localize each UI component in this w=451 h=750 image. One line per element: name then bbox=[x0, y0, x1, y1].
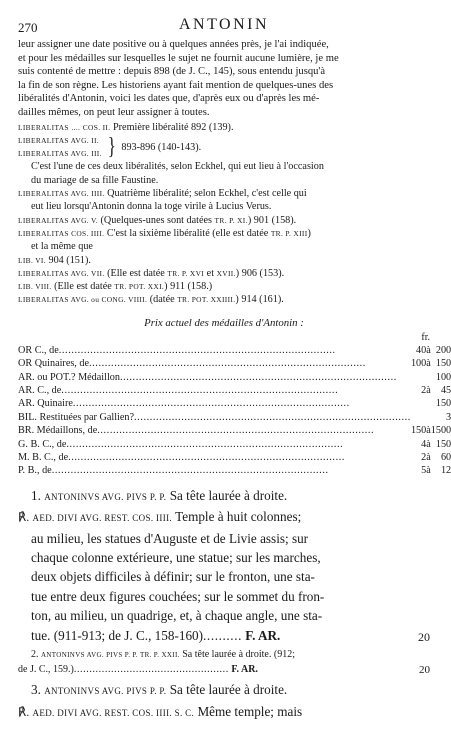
liberalitas-entry: LIBERALITAS AVG. VII. (Elle est datée TR. P. XVI et XVII.) 906 (153). bbox=[18, 267, 285, 279]
intro-paragraph bbox=[18, 38, 430, 120]
price-row bbox=[18, 384, 451, 397]
dot-leader: ........................................................................................ bbox=[51, 465, 329, 477]
dot-leader: ........................................................................................ bbox=[68, 451, 346, 463]
currency-label: fr. bbox=[421, 331, 430, 343]
price: 20 bbox=[419, 663, 430, 676]
text-line: libéralités d'Antonin, voici les dates que, d'après eux ou d'après les mé- bbox=[18, 93, 320, 105]
price-row-label bbox=[18, 384, 411, 397]
price-table bbox=[18, 344, 451, 478]
price-row-label bbox=[18, 424, 411, 437]
price-range-word: à bbox=[426, 425, 431, 437]
liberalitas-entry-braced: LIBERALITAS AVG. II. LIBERALITAS AVG. III. } 893-896 (140-143). bbox=[18, 134, 202, 161]
price-row bbox=[18, 438, 451, 451]
price-row-text: OR Quinaires, de bbox=[18, 358, 90, 370]
reverse-line: deux objets difficiles à définir; sur le fronton, une sta- bbox=[31, 569, 315, 585]
liberalitas-entry: LIBERALITAS COS. IIII. C'est la sixième libéralité (elle est datée TR. P. XIII) bbox=[18, 227, 311, 239]
running-title: ANTONIN bbox=[178, 16, 270, 33]
price-row-label bbox=[18, 397, 411, 410]
text-line: du mariage de sa fille Faustine. bbox=[31, 174, 159, 186]
price-row bbox=[18, 411, 451, 424]
price-high: 100 bbox=[435, 371, 451, 383]
page-header bbox=[18, 6, 430, 38]
price-high: 1500 bbox=[430, 425, 451, 437]
price-low bbox=[411, 397, 426, 410]
price-row-text: P. B., de bbox=[18, 465, 52, 477]
price-high: 12 bbox=[440, 465, 451, 477]
price-row-text: OR C., de bbox=[18, 344, 59, 356]
price-row bbox=[18, 357, 451, 370]
text-line: la fin de son règne. Les historiens ayant fait mention de quelques-unes des bbox=[18, 79, 334, 91]
price: 20 bbox=[418, 629, 430, 644]
price-low bbox=[411, 411, 426, 424]
reverse-line: chaque colonne extérieure, une statue; sur les marches, bbox=[31, 550, 321, 565]
price-row-text: BIL. Restituées par Gallien? bbox=[18, 411, 134, 423]
entry-line-final: de J. C., 159.).................................................. F. AR. 20 bbox=[18, 663, 430, 676]
liberalitas-entry: LIB. VI. 904 (151). bbox=[18, 254, 91, 266]
obverse-line: 1. ANTONINVS AVG. PIVS P. P. Sa tête laurée à droite. bbox=[31, 487, 288, 503]
price-row bbox=[18, 397, 451, 410]
coin-entry-1 bbox=[18, 486, 430, 645]
reverse-line: tue entre deux figures couchées; sur le sommet du fron- bbox=[31, 588, 325, 604]
price-high: 60 bbox=[440, 451, 451, 463]
dot-leader: ........................................................................................ bbox=[66, 438, 344, 450]
liberalitas-entry: LIBERALITAS AVG. ou CONG. VIIII. (datée TR. POT. XXIIII.) 914 (161). bbox=[18, 294, 284, 306]
price-range-word: à bbox=[426, 344, 431, 356]
reverse-line-final: tue. (911-913; de J. C., 158-160).......... F. AR. 20 bbox=[18, 626, 430, 645]
text-line: et pour les médailles sur lesquelles le sujet ne fournit aucune lumière, je me bbox=[18, 52, 339, 64]
coin-entry-3 bbox=[18, 680, 430, 723]
price-low: 150 bbox=[410, 425, 427, 437]
price-range-word: à bbox=[426, 384, 431, 396]
dot-leader: ........................................................................................ bbox=[58, 344, 336, 356]
page bbox=[18, 6, 451, 723]
price-low: 5 bbox=[421, 465, 427, 477]
price-row-label bbox=[18, 357, 411, 370]
liberalitas-entry: LIBERALITAS AVG. IIII. Quatrième libéralité; selon Eckhel, c'est celle qui bbox=[18, 188, 307, 200]
price-low bbox=[411, 371, 426, 384]
price-row-label bbox=[18, 464, 411, 477]
page-number: 270 bbox=[18, 20, 38, 35]
price-row-label bbox=[18, 371, 411, 384]
price-row-text: AR. Quinaire bbox=[18, 398, 73, 410]
reverse-line: ton, au milieu, un quadrige, et, à chaque angle, une sta- bbox=[31, 608, 323, 624]
dot-leader: ........................................................................................ bbox=[97, 425, 375, 437]
price-low: 4 bbox=[421, 438, 427, 450]
price-high: 150 bbox=[435, 438, 451, 450]
price-high: 3 bbox=[446, 411, 451, 423]
price-low: 40 bbox=[416, 344, 427, 356]
price-row bbox=[18, 344, 451, 357]
dot-leader: ........................................................................................ bbox=[89, 358, 366, 370]
price-row-text: BR. Médaillons, de bbox=[18, 425, 98, 437]
obverse-line: 3. ANTONINVS AVG. PIVS P. P. Sa tête laurée à droite. bbox=[31, 682, 288, 698]
dot-leader: ........................................................................................ bbox=[119, 371, 397, 383]
price-range-word: à bbox=[426, 438, 431, 450]
price-low: 100 bbox=[410, 358, 427, 370]
liberalitas-entry: LIBERALITAS .... COS. II. Première libéralité 892 (139). bbox=[18, 121, 234, 133]
price-high: 45 bbox=[440, 384, 451, 396]
price-high: 200 bbox=[435, 344, 451, 356]
reverse-line: ℟. AED. DIVI AVG. REST. COS. IIII. S. C. Même temple; mais bbox=[18, 703, 303, 719]
text-line: eut lieu lorsqu'Antonin donna la toge virile à Lucius Verus. bbox=[31, 201, 272, 213]
price-row bbox=[18, 424, 451, 437]
price-row-label bbox=[18, 438, 411, 451]
price-row-text: AR. ou POT.? Médaillon bbox=[18, 371, 120, 383]
price-low: 2 bbox=[421, 384, 427, 396]
liberalitas-list bbox=[18, 121, 430, 307]
price-high: 150 bbox=[435, 358, 451, 370]
text-line: leur assigner une date positive ou à quelques années près, je l'ai indiquée, bbox=[18, 39, 329, 50]
price-row bbox=[18, 464, 451, 477]
grade-mark: F. AR. bbox=[231, 663, 258, 675]
price-high: 150 bbox=[435, 398, 451, 410]
price-range-word: à bbox=[426, 358, 431, 370]
price-row-label bbox=[18, 451, 411, 464]
price-row-label bbox=[18, 411, 411, 424]
price-range-word: à bbox=[426, 451, 431, 463]
text-line: C'est l'une de ces deux libéralités, selon Eckhel, qui eut lieu à l'occasion bbox=[31, 161, 324, 173]
liberalitas-entry: LIB. VIII. (Elle est datée TR. POT. XXI.) 911 (158.) bbox=[18, 281, 213, 293]
dot-leader: ........................................................................................ bbox=[72, 398, 350, 410]
liberalitas-entry: LIBERALITAS AVG. V. (Quelques-unes sont datées TR. P. XI.) 901 (158). bbox=[18, 214, 297, 226]
price-row bbox=[18, 451, 451, 464]
price-section-title: Prix actuel des médailles d'Antonin : bbox=[144, 316, 304, 329]
price-range-word: à bbox=[426, 465, 431, 477]
price-low: 2 bbox=[421, 451, 427, 463]
grade-mark: F. AR. bbox=[245, 627, 281, 643]
text-line: suis contenté de mettre : depuis 898 (de J. C., 145), sous entendu jusqu'à bbox=[18, 66, 326, 78]
price-row-label bbox=[18, 344, 411, 357]
price-row-text: M. B. C., de bbox=[18, 451, 69, 463]
coin-entry-2 bbox=[18, 649, 430, 676]
text-line: et la même que bbox=[31, 241, 93, 253]
price-row bbox=[18, 371, 451, 384]
entry-line: 2. ANTONINVS AVG. PIVS P. P. TR. P. XXII. Sa tête laurée à droite. (912; bbox=[31, 649, 295, 661]
price-row-text: AR. C., de bbox=[18, 384, 62, 396]
dot-leader: ........................................................................................ bbox=[61, 384, 339, 396]
brace-glyph: } bbox=[107, 134, 116, 161]
price-row-text: G. B. C., de bbox=[18, 438, 67, 450]
reverse-line: ℟. AED. DIVI AVG. REST. COS. IIII. Temple à huit colonnes; bbox=[18, 509, 302, 525]
reverse-line: au milieu, les statues d'Auguste et de Livie assis; sur bbox=[31, 530, 309, 546]
text-line: dailles mêmes, on peut leur assigner à toutes. bbox=[18, 106, 210, 118]
dot-leader: ........................................................................................ bbox=[134, 411, 411, 423]
